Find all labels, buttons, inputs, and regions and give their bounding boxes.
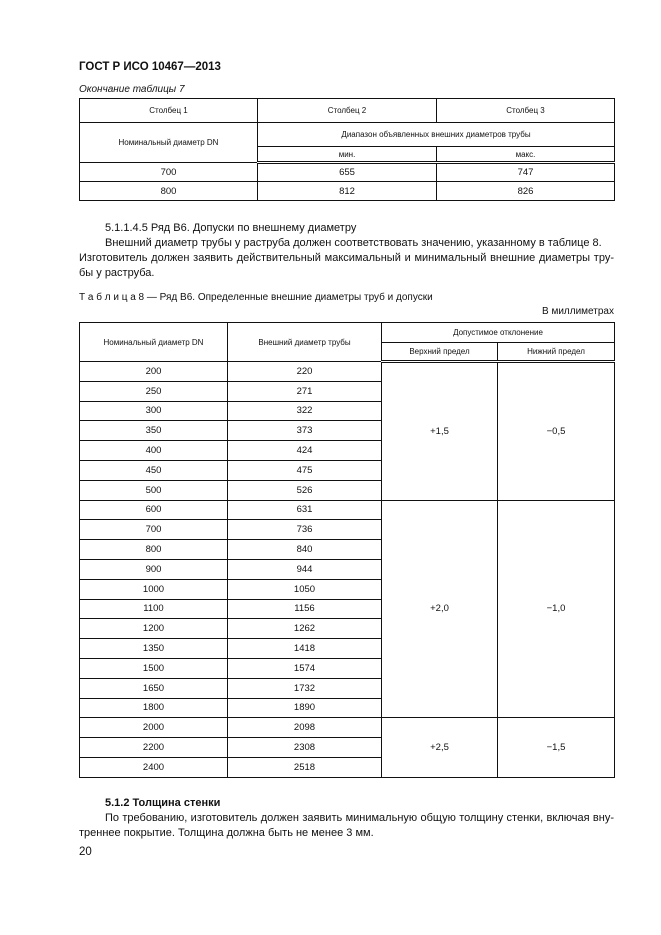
table-cell: 373: [228, 421, 382, 441]
table-cell: 600: [80, 500, 228, 520]
table-cell: 1732: [228, 678, 382, 698]
table-cell: 1050: [228, 579, 382, 599]
table-cell: 631: [228, 500, 382, 520]
table-cell: 655: [258, 163, 437, 182]
table-cell: 700: [80, 163, 258, 182]
table-cell: 747: [437, 163, 615, 182]
table-cell: +2,5: [382, 718, 498, 777]
table-cell: 1262: [228, 619, 382, 639]
wall-heading: 5.1.2 Толщина стенки: [105, 797, 221, 809]
column-header: Допустимое отклонение: [382, 323, 615, 343]
table-cell: 526: [228, 480, 382, 500]
table-cell: 1100: [80, 599, 228, 619]
table-cell: 800: [80, 540, 228, 560]
paragraph-line: треннее покрытие. Толщина должна быть не менее 3 мм.: [79, 827, 374, 839]
table-cell: 826: [437, 182, 615, 201]
table-cell: +1,5: [382, 362, 498, 501]
table-cell: 2000: [80, 718, 228, 738]
table-cell: 1500: [80, 658, 228, 678]
table-7: [79, 98, 615, 201]
table-cell: 944: [228, 559, 382, 579]
table8-units: В миллиметрах: [542, 306, 614, 317]
column-header: Диапазон объявленных внешних диаметров трубы: [258, 123, 615, 147]
table-cell: 1350: [80, 639, 228, 659]
table-cell: 1418: [228, 639, 382, 659]
column-header: Номинальный диаметр DN: [80, 123, 258, 163]
column-header: Номинальный диаметр DN: [80, 323, 228, 362]
table-cell: −1,0: [498, 500, 615, 718]
table-row: [80, 500, 615, 520]
table-cell: 2308: [228, 738, 382, 758]
table-cell: 322: [228, 401, 382, 421]
table-cell: 400: [80, 441, 228, 461]
document-header: ГОСТ Р ИСО 10467—2013: [79, 61, 221, 73]
column-header: мин.: [258, 147, 437, 163]
table-cell: 300: [80, 401, 228, 421]
column-header: Столбец 1: [80, 99, 258, 123]
table-cell: 1000: [80, 579, 228, 599]
table-cell: 350: [80, 421, 228, 441]
table-cell: 1800: [80, 698, 228, 718]
paragraph-line: Изготовитель должен заявить действительный максимальный и минимальный внешние диаметры тру-: [79, 252, 614, 264]
column-header: Столбец 3: [437, 99, 615, 123]
table-cell: −0,5: [498, 362, 615, 501]
table-cell: 2200: [80, 738, 228, 758]
paragraph-line: Внешний диаметр трубы у раструба должен соответствовать значению, указанному в таблице 8.: [105, 237, 602, 249]
table-cell: 812: [258, 182, 437, 201]
table-cell: 2400: [80, 757, 228, 777]
table-row: [80, 163, 615, 182]
table-cell: 220: [228, 362, 382, 382]
paragraph-line: бы у раструба.: [79, 267, 155, 279]
table-cell: 1574: [228, 658, 382, 678]
table-cell: 450: [80, 460, 228, 480]
column-header: Нижний предел: [498, 343, 615, 362]
table-cell: 1200: [80, 619, 228, 639]
table-cell: 1650: [80, 678, 228, 698]
table-row: [80, 182, 615, 201]
table-cell: 200: [80, 362, 228, 382]
table-cell: 900: [80, 559, 228, 579]
column-header: Столбец 2: [258, 99, 437, 123]
table-row: [80, 362, 615, 382]
table-cell: 2518: [228, 757, 382, 777]
table7-caption: Окончание таблицы 7: [79, 84, 185, 95]
column-header: макс.: [437, 147, 615, 163]
table-cell: 700: [80, 520, 228, 540]
section-heading: 5.1.1.4.5 Ряд В6. Допуски по внешнему диаметру: [105, 222, 357, 234]
table-8: [79, 322, 615, 778]
table-cell: 736: [228, 520, 382, 540]
table-cell: 1890: [228, 698, 382, 718]
column-header: Верхний предел: [382, 343, 498, 362]
table-cell: 250: [80, 381, 228, 401]
table-cell: 800: [80, 182, 258, 201]
column-header: Внешний диаметр трубы: [228, 323, 382, 362]
table-cell: 840: [228, 540, 382, 560]
table-cell: 500: [80, 480, 228, 500]
page-number: 20: [79, 846, 92, 858]
table-row: [80, 718, 615, 738]
table-cell: 1156: [228, 599, 382, 619]
table-cell: −1,5: [498, 718, 615, 777]
table-cell: 271: [228, 381, 382, 401]
table-cell: 424: [228, 441, 382, 461]
table-cell: +2,0: [382, 500, 498, 718]
table-cell: 2098: [228, 718, 382, 738]
table-cell: 475: [228, 460, 382, 480]
table8-caption: Т а б л и ц а 8 — Ряд В6. Определенные внешние диаметры труб и допуски: [79, 292, 433, 303]
paragraph-line: По требованию, изготовитель должен заявить минимальную общую толщину стенки, включая вну-: [105, 812, 614, 824]
